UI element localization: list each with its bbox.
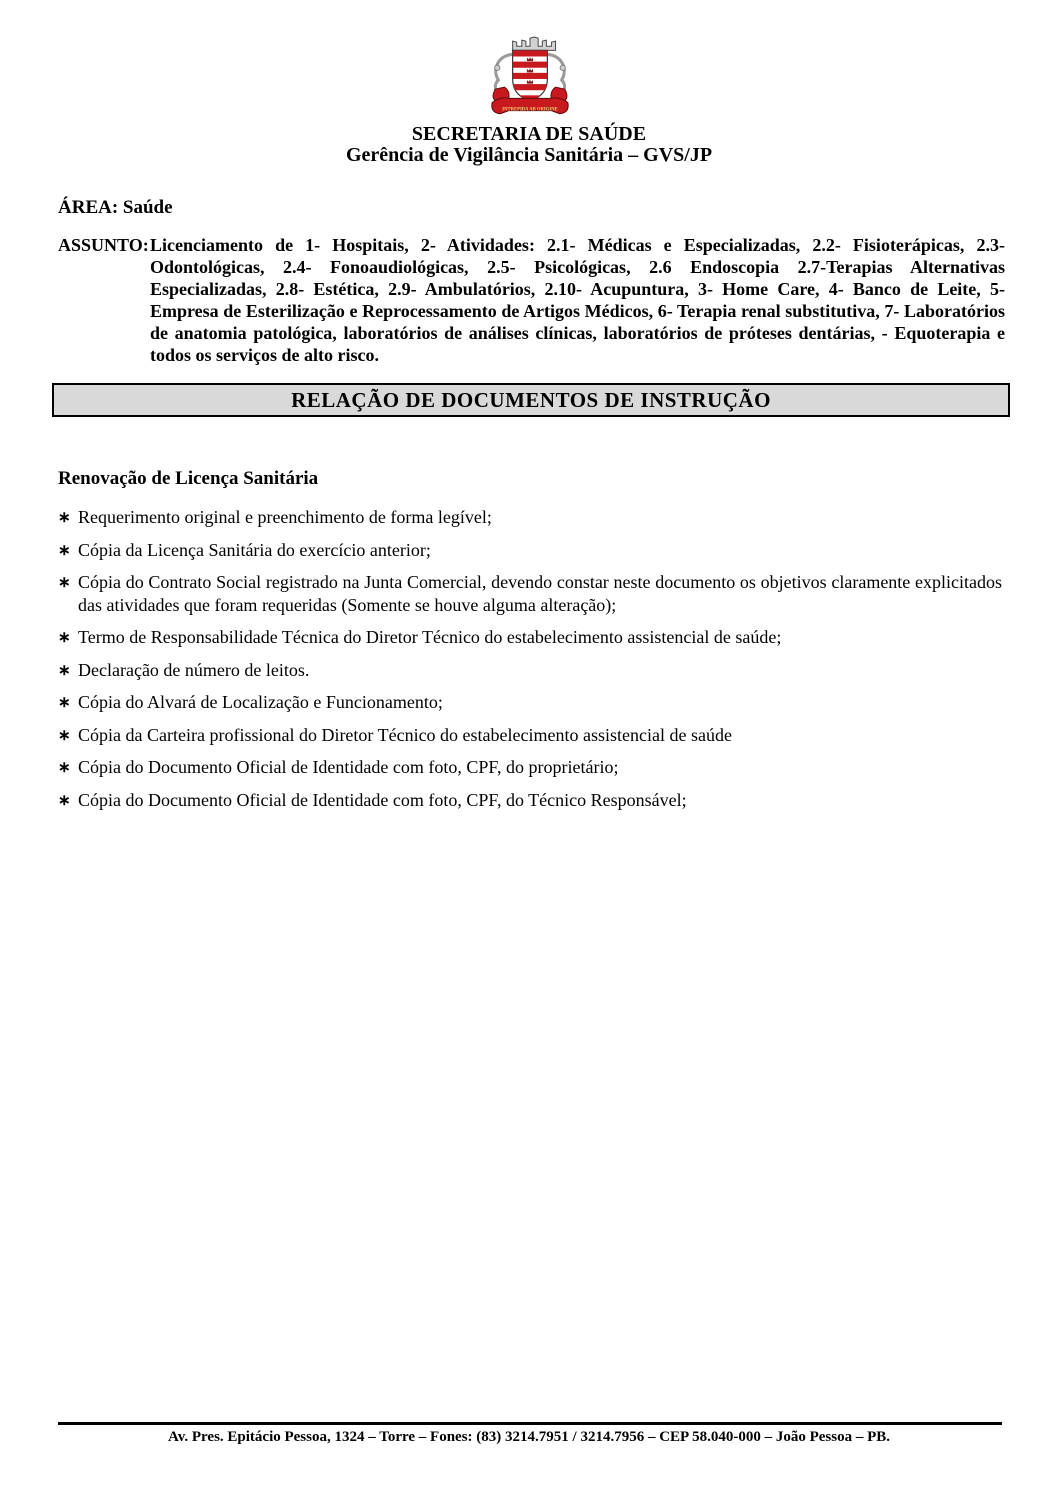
- section-banner: RELAÇÃO DE DOCUMENTOS DE INSTRUÇÃO: [52, 383, 1010, 417]
- list-item: [58, 724, 1002, 747]
- list-item: [58, 539, 1002, 562]
- footer-address: Av. Pres. Epitácio Pessoa, 1324 – Torre – Fones: (83) 3214.7951 / 3214.7956 – CEP 58.040-000 – João Pessoa – PB.: [167, 1429, 891, 1445]
- list-item-text: Cópia do Alvará de Localização e Funcionamento;: [78, 692, 443, 712]
- list-item-text: Requerimento original e preenchimento de forma legível;: [78, 507, 492, 527]
- bullet-marker: ∗: [58, 542, 71, 559]
- bullet-marker: ∗: [58, 575, 71, 591]
- list-item: [58, 571, 1002, 616]
- org-title: SECRETARIA DE SAÚDE: [411, 123, 647, 145]
- bullet-marker: ∗: [58, 727, 71, 744]
- list-item-text: Cópia da Carteira profissional do Diretor Técnico do estabelecimento assistencial de saúde: [78, 724, 732, 745]
- area-value: Saúde: [122, 197, 173, 218]
- area-line: [58, 197, 1005, 219]
- document-checklist: [58, 506, 1002, 821]
- assunto-block: [58, 234, 1005, 366]
- list-item: [58, 789, 1002, 812]
- list-item-text: Cópia do Documento Oficial de Identidade com foto, CPF, do Técnico Responsável;: [78, 789, 687, 810]
- list-item-text: Cópia do Contrato Social registrado na Junta Comercial, devendo constar neste documento os objetivos claramente explicitados das atividades que foram requeridas (Somente se houve alguma alteração);: [78, 572, 1002, 615]
- footer-divider: [58, 1422, 1002, 1425]
- list-item-text: Cópia do Documento Oficial de Identidade com foto, CPF, do proprietário;: [78, 757, 619, 777]
- bullet-marker: ∗: [58, 695, 71, 711]
- list-item: [58, 506, 1002, 529]
- bullet-marker: ∗: [58, 760, 71, 776]
- mural-crown-icon: [513, 37, 556, 50]
- bullet-marker: ∗: [58, 662, 71, 679]
- assunto-label: ASSUNTO:: [58, 235, 149, 255]
- list-item: [58, 659, 1002, 682]
- list-item-text: Termo de Responsabilidade Técnica do Diretor Técnico do estabelecimento assistencial de saúde;: [78, 627, 782, 647]
- coat-of-arms-logo: [486, 34, 574, 126]
- assunto-value: Licenciamento de 1- Hospitais, 2- Atividades: 2.1- Médicas e Especializadas, 2.2- Fisioterápicas, 2.3- Odontológicas, 2.4- Fonoaudiológicas, 2.5- Psicológicas, 2.6 Endoscopia 2.7-Terapias Alternativas Especializadas, 2.8- Estética, 2.9- Ambulatórios, 2.10- Acupuntura, 3- Home Care, 4- Banco de Leite, 5- Empresa de Esterilização e Reprocessamento de Artigos Médicos, 6- Terapia renal substitutiva, 7- Laboratórios de anatomia patológica, laboratórios de análises clínicas, laboratórios de próteses dentárias, - Equoterapia e todos os serviços de alto risco.: [150, 235, 1005, 365]
- area-label: ÁREA:: [58, 197, 119, 218]
- list-item-text: Declaração de número de leitos.: [78, 659, 310, 680]
- org-subtitle: Gerência de Vigilância Sanitária – GVS/JP: [345, 144, 713, 166]
- list-item: [58, 626, 1002, 649]
- section-heading: Renovação de Licença Sanitária: [58, 468, 319, 489]
- bullet-marker: ∗: [58, 510, 71, 526]
- bullet-marker: ∗: [58, 792, 71, 809]
- list-item: [58, 756, 1002, 779]
- bullet-marker: ∗: [58, 630, 71, 646]
- list-item: [58, 691, 1002, 714]
- list-item-text: Cópia da Licença Sanitária do exercício anterior;: [78, 539, 431, 560]
- motto-ribbon-icon: [492, 98, 568, 114]
- motto-text: INTREPIDA AB ORIGINE: [502, 107, 558, 113]
